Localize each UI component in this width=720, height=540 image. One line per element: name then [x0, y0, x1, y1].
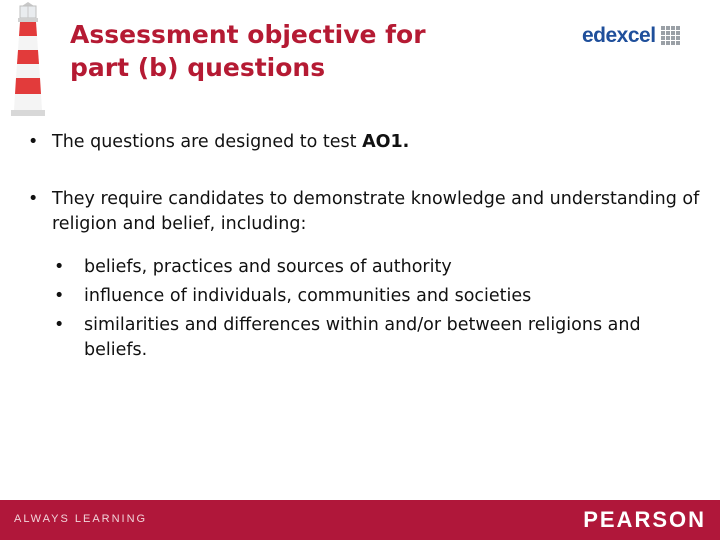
- bullet-bold-text: AO1.: [362, 132, 410, 152]
- bullet-marker: •: [54, 315, 65, 335]
- slide-title: [70, 18, 510, 84]
- logo-text: edexcel: [582, 24, 656, 47]
- lighthouse-icon: [8, 2, 48, 120]
- bullet-marker: •: [28, 132, 39, 152]
- bullet-marker: •: [28, 189, 39, 209]
- pearson-logo: PEARSON: [583, 507, 706, 532]
- bullet-marker: •: [54, 286, 65, 306]
- sub-bullet-text: beliefs, practices and sources of authority: [84, 257, 452, 277]
- bullet-text: They require candidates to demonstrate knowledge and understanding of religion and belief, including:: [52, 189, 700, 234]
- sub-bullet-list: [52, 255, 708, 363]
- sub-bullet-item: [52, 313, 708, 363]
- sub-bullet-item: [52, 284, 708, 309]
- sub-bullet-text: influence of individuals, communities and societies: [84, 286, 532, 306]
- bullet-requirements: [28, 187, 708, 237]
- sub-bullet-item: [52, 255, 708, 280]
- edexcel-logo: [582, 24, 681, 48]
- edexcel-grid-icon: [661, 26, 681, 46]
- footer-band: [0, 500, 720, 540]
- bullet-ao1: [28, 130, 708, 155]
- bullet-marker: •: [54, 257, 65, 277]
- footer-tagline: ALWAYS LEARNING: [14, 513, 148, 525]
- bullet-text: The questions are designed to test: [52, 132, 363, 152]
- slide-body: [28, 130, 708, 363]
- title-line-1: Assessment objective for: [70, 20, 426, 49]
- title-line-2: part (b) questions: [70, 53, 326, 82]
- sub-bullet-text: similarities and differences within and/or between religions and beliefs.: [84, 315, 641, 360]
